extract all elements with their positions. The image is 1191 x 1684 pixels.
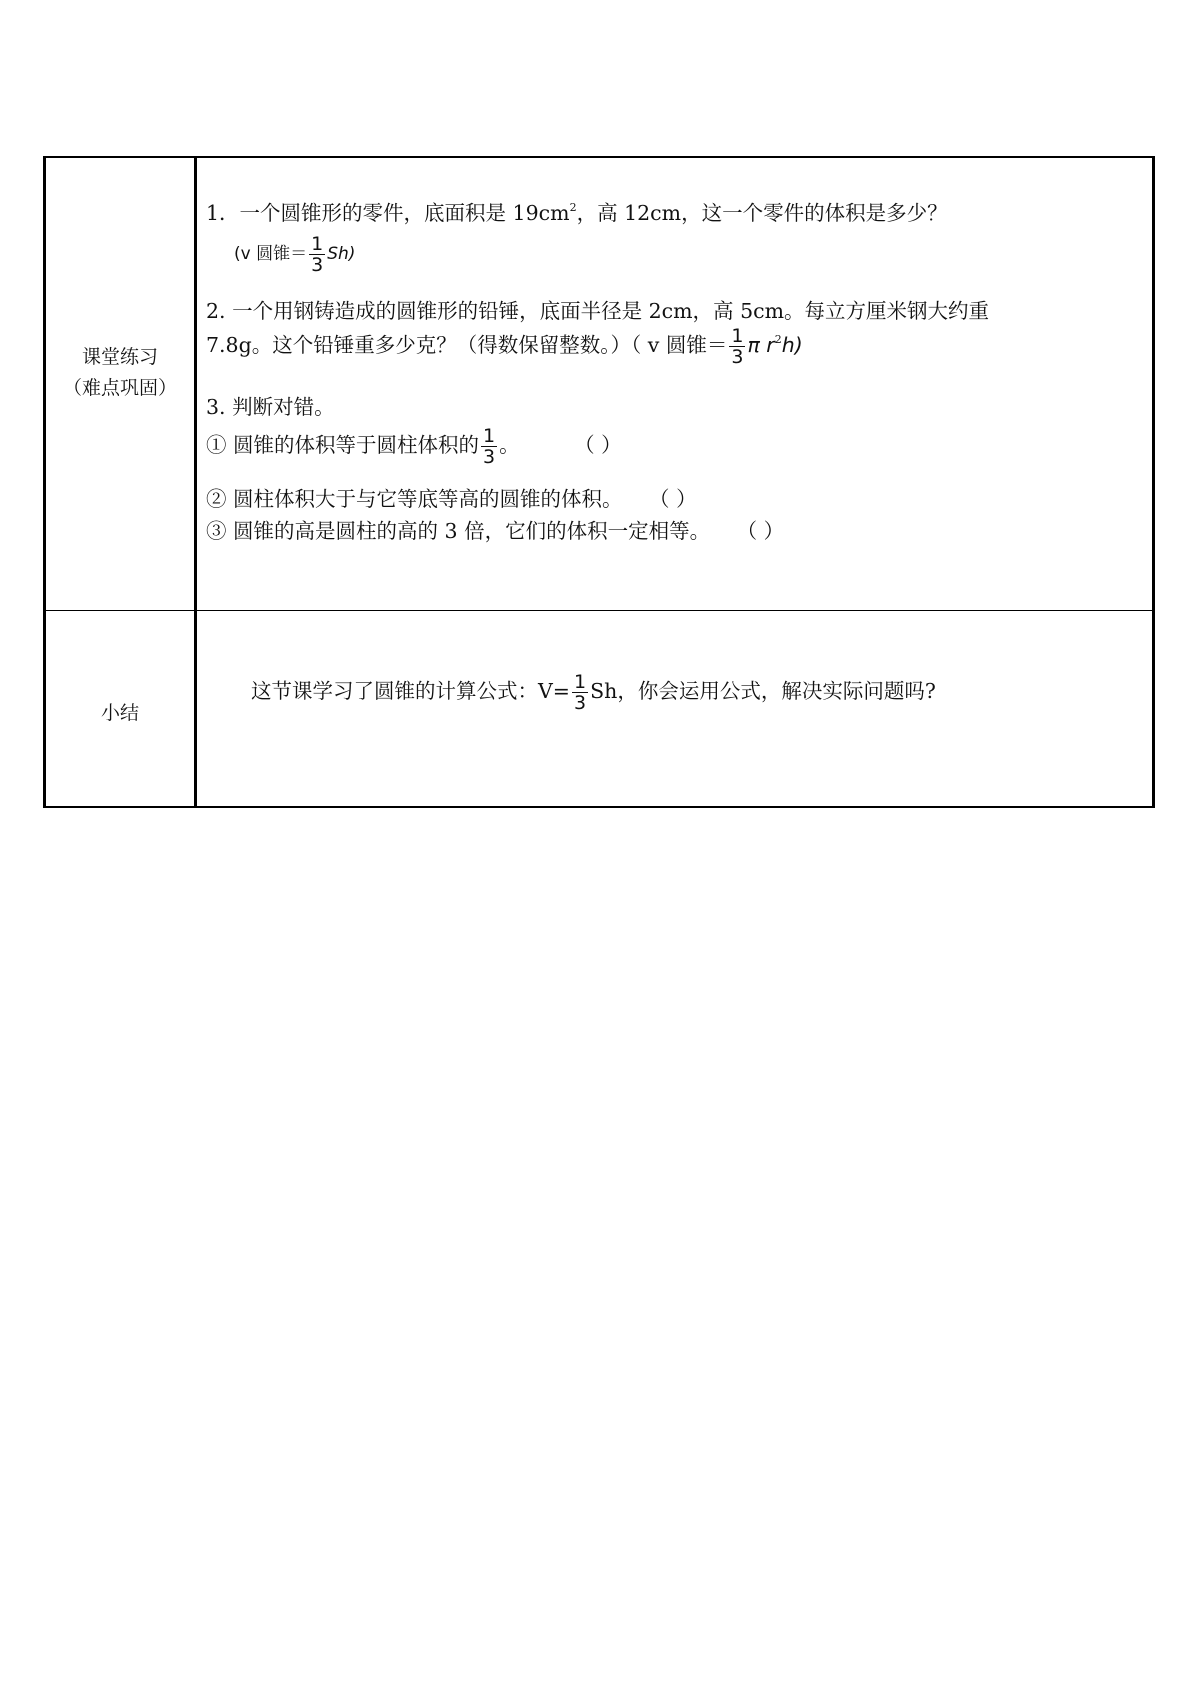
q3-item2-text: ② 圆柱体积大于与它等底等高的圆锥的体积。 bbox=[206, 487, 623, 511]
q1-frac-den: 3 bbox=[311, 254, 324, 276]
practice-label-line1: 课堂练习 bbox=[81, 346, 158, 368]
q3-item1-answer-blank[interactable]: （ ） bbox=[574, 433, 622, 457]
summary-label: 小结 bbox=[100, 702, 139, 724]
question-1 bbox=[206, 196, 948, 226]
q2-frac-den: 3 bbox=[731, 346, 744, 368]
q2-formula-suffix: π r bbox=[747, 333, 775, 357]
q2-text: 7.8g。这个铅锤重多少克？（得数保留整数。）（ v 圆锥＝ bbox=[206, 333, 728, 357]
q3-item3-text: ③ 圆锥的高是圆柱的高的 3 倍，它们的体积一定相等。 bbox=[206, 519, 711, 543]
summary-fraction bbox=[572, 672, 588, 713]
q3-item3-answer-blank[interactable]: （ ） bbox=[736, 519, 785, 543]
q3-item-3 bbox=[206, 514, 784, 544]
q1-text: 1．一个圆锥形的零件，底面积是 19cm bbox=[206, 201, 570, 225]
q1-frac-num: 1 bbox=[311, 233, 324, 255]
question-2-line2 bbox=[206, 326, 803, 367]
q2-fraction bbox=[729, 326, 745, 367]
column-divider bbox=[194, 158, 197, 806]
q3-item2-answer-blank[interactable]: （ ） bbox=[649, 487, 697, 511]
summary-frac-num: 1 bbox=[573, 671, 587, 693]
summary-frac-den: 3 bbox=[573, 692, 587, 714]
practice-label-line2: （难点巩固） bbox=[62, 377, 177, 399]
q2-formula-end: h) bbox=[781, 333, 803, 357]
q2-frac-num: 1 bbox=[731, 325, 744, 347]
q3-item-2 bbox=[206, 482, 697, 512]
row-divider bbox=[46, 610, 1152, 611]
q1-superscript: 2 bbox=[569, 201, 577, 214]
q3-item1-num: 1 bbox=[483, 425, 496, 447]
q3-item1-fraction bbox=[481, 426, 497, 467]
summary-text-after: Sh，你会运用公式，解决实际问题吗? bbox=[590, 679, 936, 703]
q3-item-1 bbox=[206, 426, 622, 467]
q1-text2: ，高 12cm，这一个零件的体积是多少？ bbox=[576, 201, 948, 225]
question-3-title: 3. 判断对错。 bbox=[206, 395, 335, 419]
q3-item1-text: ① 圆锥的体积等于圆柱体积的 bbox=[206, 433, 480, 457]
q1-formula-suffix: Sh) bbox=[327, 244, 356, 264]
question-2-line1: 2. 一个用钢铸造成的圆锥形的铅锤，底面半径是 2cm，高 5cm。每立方厘米钢大约重 bbox=[206, 299, 990, 323]
q1-formula-prefix: (v 圆锥＝ bbox=[234, 244, 308, 264]
q3-item1-den: 3 bbox=[483, 446, 496, 468]
q3-item1-end: 。 bbox=[499, 433, 520, 457]
summary-text-before: 这节课学习了圆锥的计算公式：V= bbox=[251, 679, 570, 703]
q2-superscript: 2 bbox=[774, 333, 782, 346]
summary-content bbox=[251, 672, 936, 713]
practice-label bbox=[46, 342, 194, 404]
lesson-table bbox=[43, 156, 1155, 808]
q1-fraction bbox=[309, 234, 325, 275]
q1-formula bbox=[234, 234, 355, 275]
